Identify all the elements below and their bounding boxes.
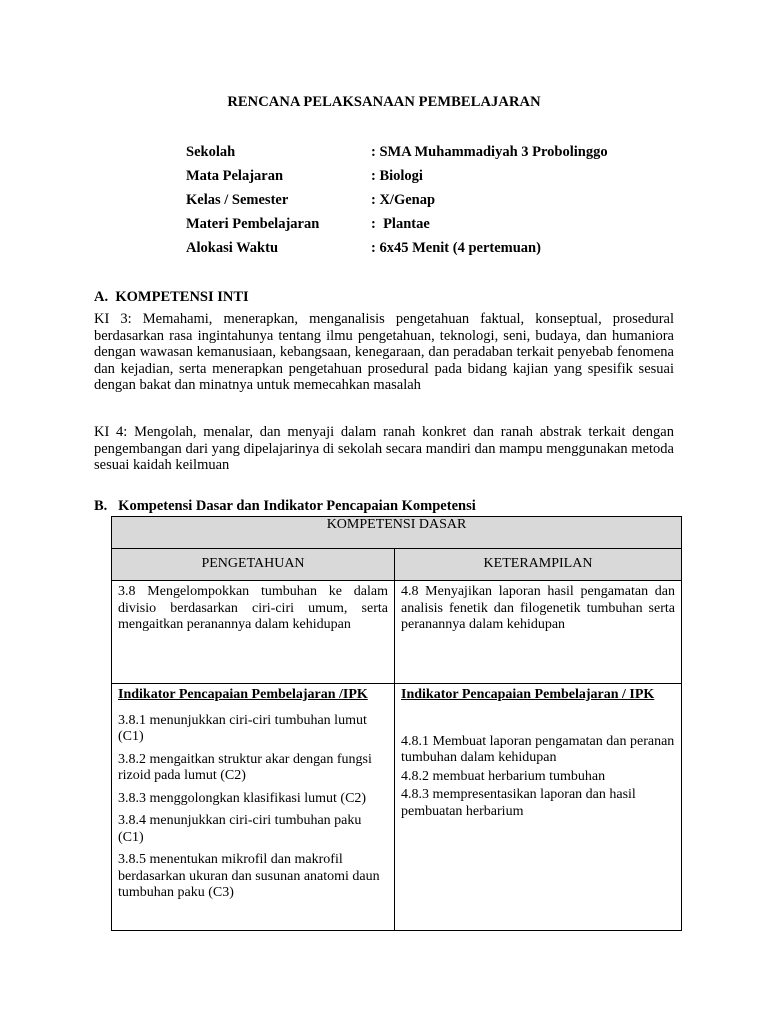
info-value-alokasi-waktu: : 6x45 Menit (4 pertemuan) — [371, 240, 541, 256]
column-header-keterampilan: KETERAMPILAN — [395, 549, 682, 581]
indicator-pengetahuan-list — [118, 713, 388, 902]
column-header-pengetahuan: PENGETAHUAN — [112, 549, 395, 581]
info-label-kelas-semester: Kelas / Semester — [186, 192, 289, 208]
table-main-header: KOMPETENSI DASAR — [112, 517, 682, 549]
list-item: 3.8.3 menggolongkan klasifikasi lumut (C2) — [118, 790, 367, 806]
ki3-paragraph: KI 3: Memahami, menerapkan, menganalisis pengetahuan faktual, konseptual, prosedural berdasarkan rasa ingintahunya tentang ilmu pengetahuan, teknologi, seni, budaya, dan humaniora dengan wawasan kemanusiaan, kebangsaan, kenegaraan, dan peradaban terkait penyebab fenomena dan kejadian, serta menerapkan pengetahuan prosedural pada bidang kajian yang spesifik sesuai dengan bakat dan minatnya untuk memecahkan masalah — [94, 311, 674, 394]
info-value-sekolah: : SMA Muhammadiyah 3 Probolinggo — [371, 144, 608, 160]
section-a-heading: A. KOMPETENSI INTI — [94, 289, 249, 305]
indicator-pengetahuan-title: Indikator Pencapaian Pembelajaran /IPK — [118, 687, 368, 702]
list-item: 4.8.1 Membuat laporan pengamatan dan peranan tumbuhan dalam kehidupan — [401, 733, 675, 765]
indicator-keterampilan-title: Indikator Pencapaian Pembelajaran / IPK — [401, 687, 655, 702]
indicator-pengetahuan-cell — [112, 684, 395, 931]
info-label-mata-pelajaran: Mata Pelajaran — [186, 168, 284, 184]
section-b-heading: B. Kompetensi Dasar dan Indikator Pencapaian Kompetensi — [94, 498, 476, 514]
info-value-mata-pelajaran: : Biologi — [371, 168, 423, 184]
list-item: 3.8.2 mengaitkan struktur akar dengan fungsi rizoid pada lumut (C2) — [118, 751, 372, 783]
list-item: 3.8.1 menunjukkan ciri-ciri tumbuhan lumut (C1) — [118, 712, 367, 744]
info-value-materi: : Plantae — [371, 216, 430, 232]
indicator-keterampilan-list — [401, 734, 675, 821]
list-item: 4.8.2 membuat herbarium tumbuhan — [401, 768, 606, 784]
kompetensi-dasar-table — [111, 516, 682, 931]
document-title: RENCANA PELAKSANAAN PEMBELAJARAN — [227, 94, 541, 110]
info-label-alokasi-waktu: Alokasi Waktu — [186, 240, 279, 256]
ki4-paragraph: KI 4: Mengolah, menalar, dan menyaji dalam ranah konkret dan ranah abstrak terkait dengan pengembangan dari yang dipelajarinya di sekolah secara mandiri dan mampu menggunakan metoda sesuai kaidah keilmuan — [94, 424, 674, 474]
info-label-sekolah: Sekolah — [186, 144, 236, 160]
info-label-materi: Materi Pembelajaran — [186, 216, 320, 232]
kd-keterampilan-cell: 4.8 Menyajikan laporan hasil pengamatan dan analisis fenetik dan filogenetik tumbuhan serta peranannya dalam kehidupan — [395, 581, 682, 684]
kd-pengetahuan-cell: 3.8 Mengelompokkan tumbuhan ke dalam divisio berdasarkan ciri-ciri umum, serta mengaitkan peranannya dalam kehidupan — [112, 581, 395, 684]
list-item: 3.8.4 menunjukkan ciri-ciri tumbuhan paku (C1) — [118, 813, 362, 845]
info-value-kelas-semester: : X/Genap — [371, 192, 436, 208]
indicator-keterampilan-cell — [395, 684, 682, 931]
list-item: 4.8.3 mempresentasikan laporan dan hasil pembuatan herbarium — [401, 787, 636, 819]
list-item: 3.8.5 menentukan mikrofil dan makrofil berdasarkan ukuran dan susunan anatomi daun tumbuhan paku (C3) — [118, 852, 380, 900]
